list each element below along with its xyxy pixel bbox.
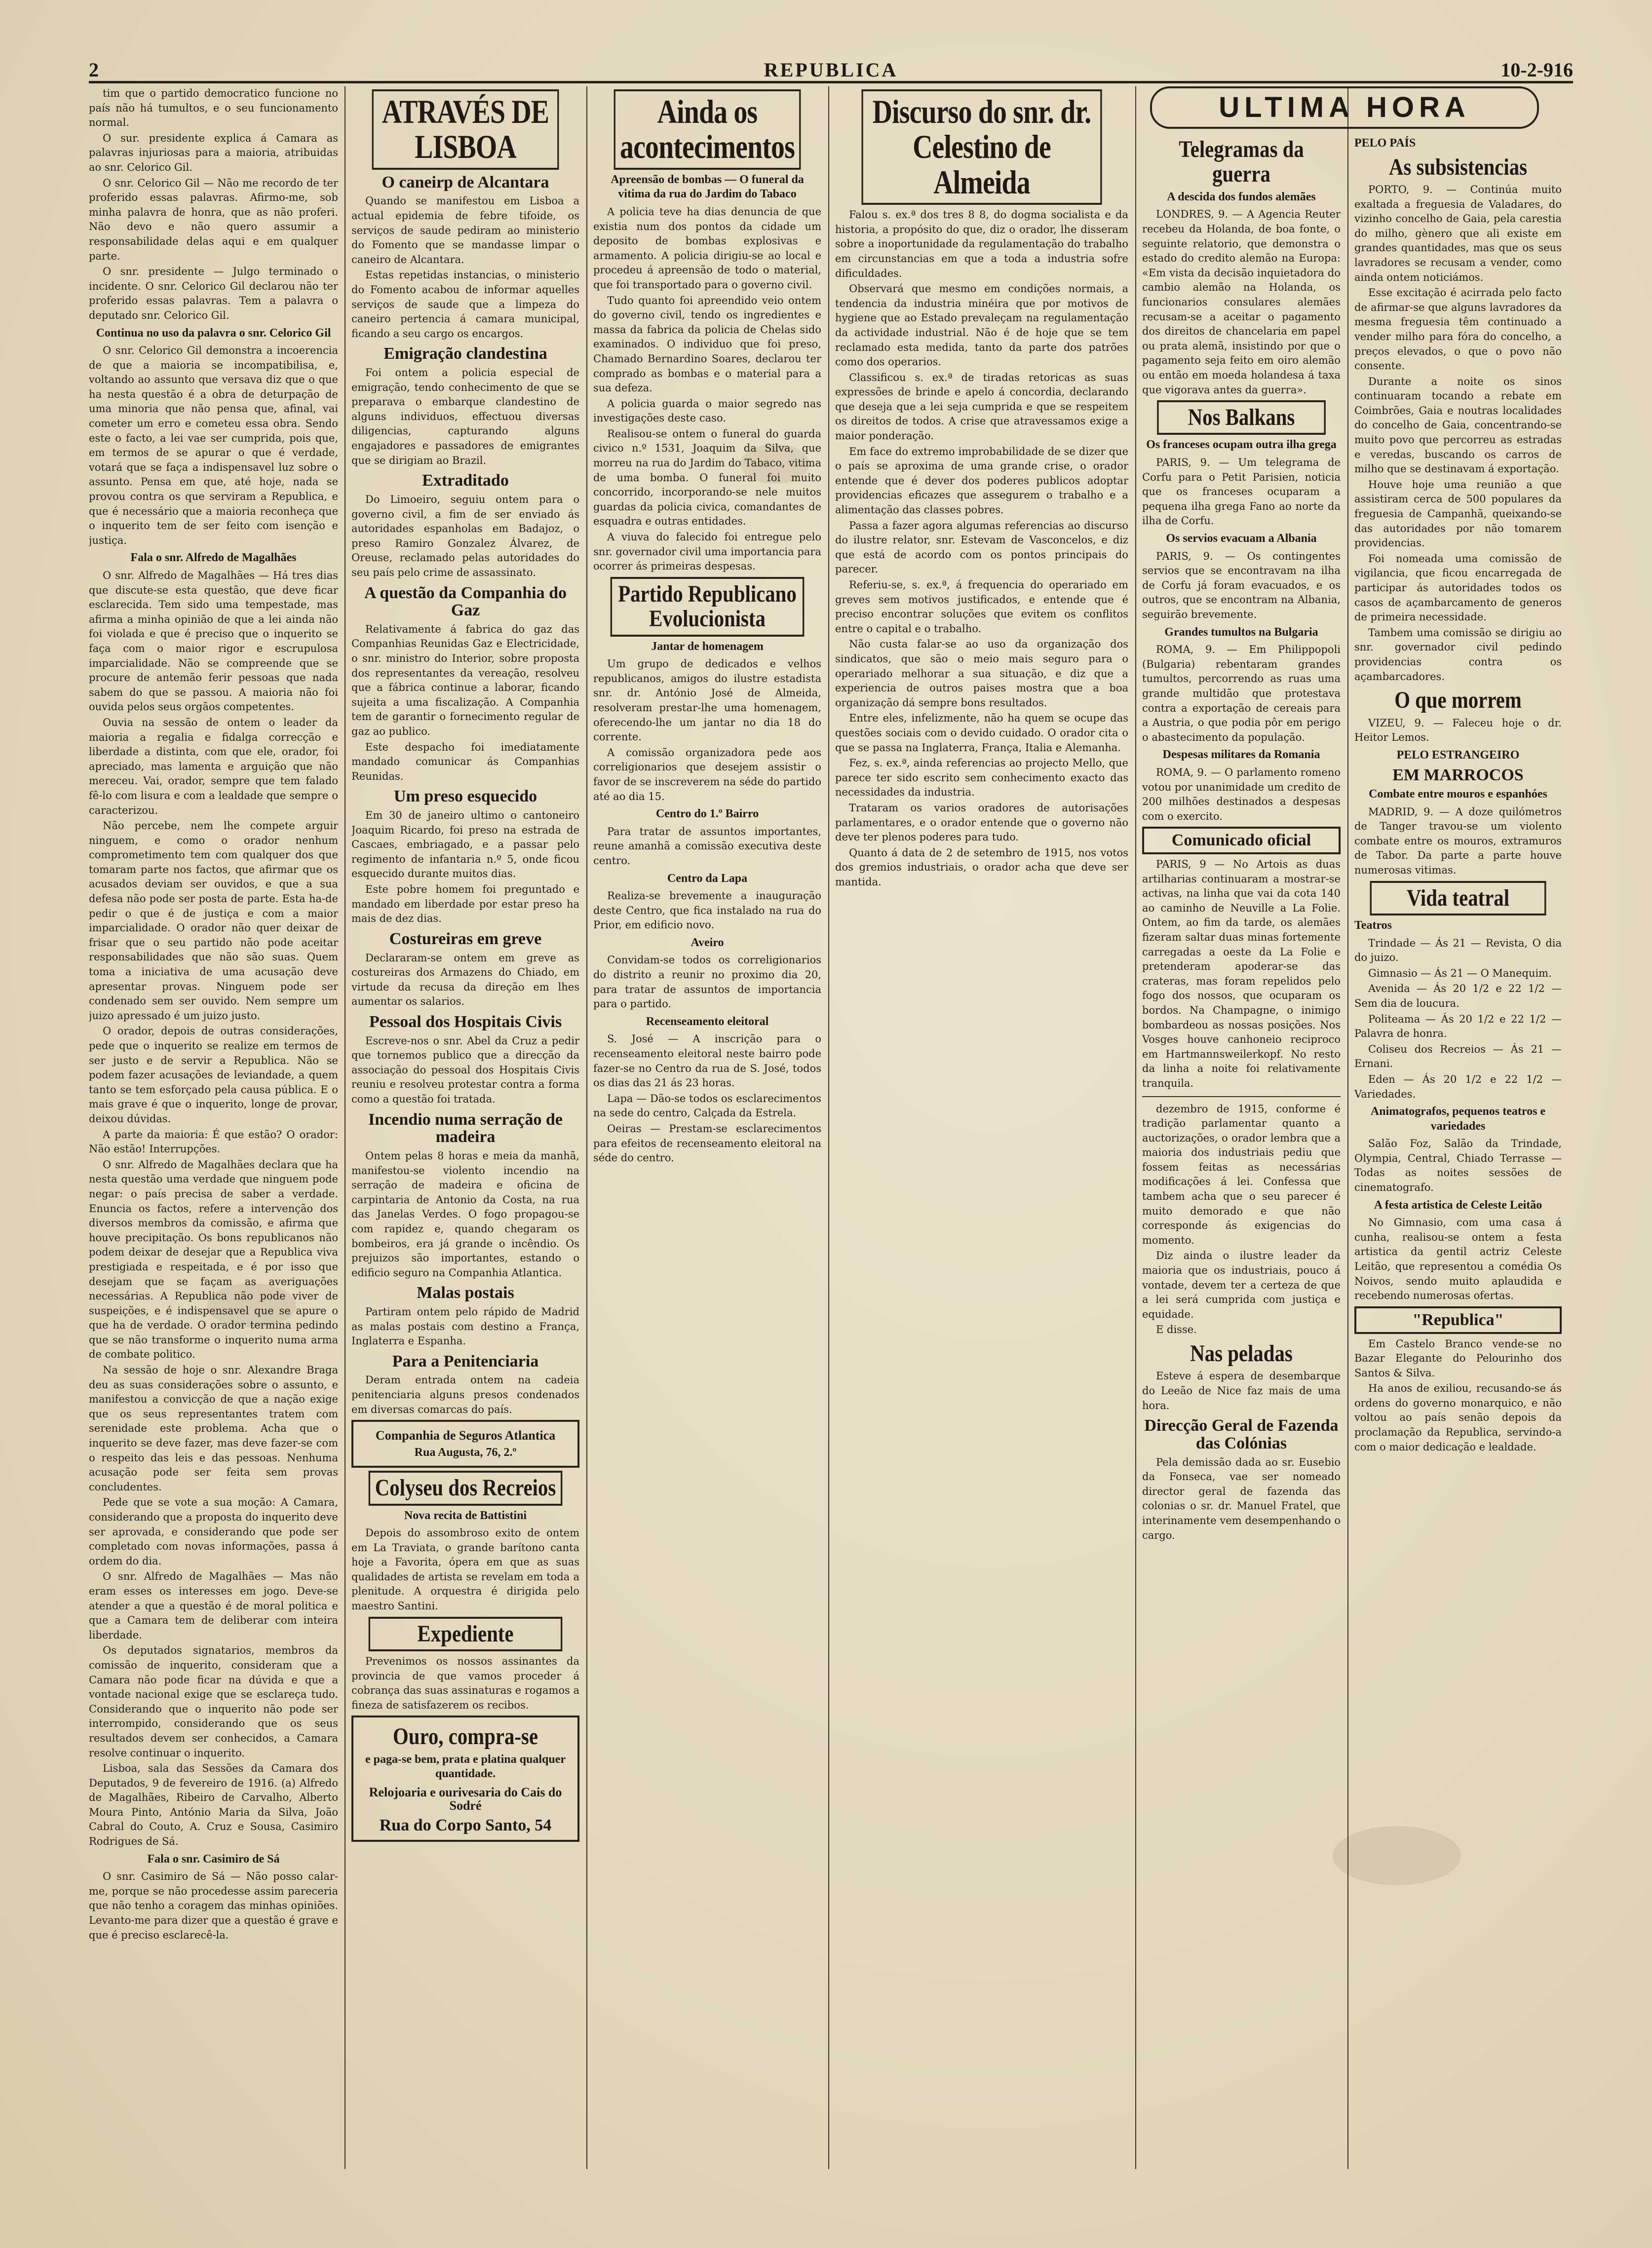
article-headline: Nos Balkans xyxy=(1157,400,1326,435)
listing-line: Eden — Ás 20 1/2 e 22 1/2 — Variedades. xyxy=(1354,1073,1562,1100)
article-paragraph: Observará que mesmo em condições normais, a tendencia da industria minéira que por motivos de hygiene que ao Estado prevaleçam na regulamentação da actividade industrial. Não é de hoje que se tem reclamado esta medida, tanto da parte dos patrões como dos operarios. xyxy=(835,283,1128,368)
article-paragraph: PARIS, 9 — No Artois as duas artilharias continuaram a mostrar-se activas, na linha que vai da cota 140 ao caminho de Neuville a La Folie. Ontem, ao fim da tarde, os alemães fizeram saltar duas minas fortemente carregadas a oeste da La Folie e pretenderam apoderar-se das crateras, mas foram repelidos pelo fogo dos nossos, que ocuparam os bordos. Na Champagne, o inimigo bombardeou as nossas posições. Nos Vosges houve canhoneio reciproco em Hartmannsweilerkopf. No resto da linha a noite foi relativamente tranquila. xyxy=(1142,858,1341,1089)
article-subheadline: Nova recita de Battistini xyxy=(404,1509,527,1522)
listing-line: Avenida — Ás 20 1/2 e 22 1/2 — Sem dia de loucura. xyxy=(1354,983,1562,1009)
column-rule xyxy=(1347,86,1348,2169)
column-latest xyxy=(1142,133,1341,2206)
article-paragraph: Tambem uma comissão se dirigiu ao snr. governador civil pedindo providencias contra os açambarcadores. xyxy=(1354,626,1562,683)
newspaper-ad: "Republica" xyxy=(1354,1306,1562,1334)
article-paragraph: Pede que se vote a sua moção: A Camara, considerando que a proposta do inquerito deve ser aprovada, e considerando que pode ser completado com novas informações, passa á ordem do dia. xyxy=(89,1496,338,1567)
article-paragraph: Esteve á espera de desembarque do Leeão de Nice faz mais de uma hora. xyxy=(1142,1370,1341,1411)
article-headline: Partido Republicano Evolucionista xyxy=(611,577,805,637)
section-title: ATRAVÉS DE LISBOA xyxy=(372,89,559,170)
article-paragraph: Para tratar de assuntos importantes, reune amanhã a comissão executiva deste centro. xyxy=(593,825,821,867)
section-heading: Fala o snr. Casimiro de Sá xyxy=(147,1852,280,1866)
article-headline: A questão da Companhia do Gaz xyxy=(364,583,567,620)
article-paragraph: A comissão organizadora pede aos correligionarios que desejem assistir o favor de se inscreverem na séde do partido até ao dia 15. xyxy=(593,746,821,802)
section-heading: Fala o snr. Alfredo de Magalhães xyxy=(130,551,297,565)
article-paragraph: Realisou-se ontem o funeral do guarda civico n.º 1531, Joaquim da Silva, que morreu na rua do Jardim do Tabaco, vitima de uma bomba. O funeral foi muito concorrido, incorporando-se nele muitos guardas da policia civica, comandantes de esquadra e outras entidades. xyxy=(593,427,821,528)
article-paragraph: No Gimnasio, com uma casa á cunha, realisou-se ontem a festa artistica da gentil actriz Celeste Leitão, que representou a comédia Os Noivos, sendo muito aplaudida e recebendo numerosas ofertas. xyxy=(1354,1217,1562,1302)
article-subheadline: A festa artistica de Celeste Leitão xyxy=(1374,1198,1542,1212)
article-paragraph: PORTO, 9. — Continúa muito exaltada a freguesia de Valadares, do vizinho concelho de Gaia, pela carestia do milho, gènero que ali existe em grandes quantidades, mas que os seus lavradores se recusam a vender, como ainda ontem noticiámos. xyxy=(1354,183,1562,283)
article-subheadline: Centro da Lapa xyxy=(667,872,748,885)
newspaper-title: REPUBLICA xyxy=(764,59,898,81)
article-headline: As subsistencias xyxy=(1388,153,1527,180)
article-paragraph: Em Castelo Branco vende-se no Bazar Elegante do Pelourinho dos Santos & Silva. xyxy=(1354,1337,1562,1379)
article-paragraph: O snr. Alfredo de Magalhães — Há tres dias que discute-se esta questão, que deve ficar esclarecida. Tem sido uma tempestade, mas afirma a minha opinião de que a lei ainda não foi violada e que é preciso que o inquerito se faça com o maior rigor e escrupulosa imparcialidade. Não se compreende que se procure de antemão ferir pessoas que nada sabem do que se passou. A maioria não foi ouvida pelos seus orgãos competentes. xyxy=(89,570,338,713)
article-subheadline: Os franceses ocupam outra ilha grega xyxy=(1146,438,1337,452)
article-paragraph: Passa a fazer agora algumas referencias ao discurso do ilustre relator, snr. Estevam de Vasconcelos, e diz que está de acordo com os pontos principais do parecer. xyxy=(835,519,1128,575)
article-paragraph: ROMA, 9. — O parlamento romeno votou por unanimidade um credito de 200 milhões destinados a despesas com o exercito. xyxy=(1142,766,1341,822)
article-paragraph: Ha anos de exiliou, recusando-se ás ordens do governo monarquico, e não voltou ao país senão depois da proclamação da Republica, servindo-a com o maior dedicação e lealdade. xyxy=(1354,1382,1562,1453)
article-paragraph: Estas repetidas instancias, o ministerio do Fomento acabou de informar aquelles serviços de saude que a limpeza do caneiro pertencia á camara municipal, ficando a seu cargo os encargos. xyxy=(351,269,579,340)
article-paragraph: LONDRES, 9. — A Agencia Reuter recebeu da Holanda, de boa fonte, o seguinte relatorio, que demonstra o estado do credito alemão na Europa: «Em vista da decisão inquietadora do cambio alemão na Holanda, os funcionarios consulares alemães recusam-se a aceitar o pagamento dos direitos de chancelaria em papel ou prata alemã, insistindo por que o pagamento seja feito em oiro alemão ou então em moeda holandesa á taxa que vigorava antes da guerra». xyxy=(1142,208,1341,396)
article-paragraph: tim que o partido democratico funcione no país não há tumultos, e o seu funcionamento normal. xyxy=(89,87,338,129)
article-paragraph: Lisboa, sala das Sessões da Camara dos Deputados, 9 de fevereiro de 1916. (a) Alfredo de Magalhães, Ribeiro de Carvalho, Alberto Moura Pinto, António Maria da Silva, João Cabral do Couto, A. Cruz e Sousa, Casimiro Rodrigues de Sá. xyxy=(89,1762,338,1848)
article-paragraph: O orador, depois de outras considerações, pede que o inquerito se realize em termos de ser justo e de servir a Republica. Não se podem fazer acusações de leviandade, a quem tanto se tem esforçado pela causa pública. E o mais grave é que o inquerito, longe de provar, deixou dúvidas. xyxy=(89,1025,338,1125)
article-subheadline: Apreensão de bombas — O funeral da vitima da rua do Jardim do Tabaco xyxy=(611,173,804,201)
article-paragraph: Escreve-nos o snr. Abel da Cruz a pedir que tornemos publico que a direcção da associação do pessoal dos Hospitais Civis reuniu e resolveu protestar contra a forma como a questão foi tratada. xyxy=(351,1034,579,1105)
article-paragraph: PARIS, 9. — Um telegrama de Corfu para o Petit Parisien, noticia que os franceses ocuparam a pequena ilha grega Fano ao norte da ilha de Corfu. xyxy=(1142,457,1341,527)
article-subheadline: Jantar de homenagem xyxy=(651,640,764,653)
article-paragraph: O snr. Alfredo de Magalhães — Mas não eram esses os interesses em jogo. Deve-se atender a que a questão é de moral politica e que a Camara tem de deliberar com inteira liberdade. xyxy=(89,1570,338,1641)
article-paragraph: Não custa falar-se ao uso da organização dos sindicatos, que são o meio mais seguro para o operariado melhorar a sua situação, e diz que a experiencia de outros paises mostra que a boa organização dá sempre bons resultados. xyxy=(835,638,1128,709)
article-paragraph: Ouvia na sessão de ontem o leader da maioria a regalia e fidalga correcção e liberdade a distinta, com que ele, orador, foi apreciado, mas lamenta e arguição que não mereceu. Vai, orador, sempre que tem falado fê-lo com lisura e com a lealdade que sempre o caracterizou. xyxy=(89,716,338,816)
article-paragraph: A policia teve ha dias denuncia de que existia num dos pontos da cidade um deposito de bombas explosivas e armamento. A policia dirigiu-se ao local e procedeu á apreensão de todo o material, que foi transportado para o governo civil. xyxy=(593,205,821,291)
article-headline: Costureiras em greve xyxy=(389,929,542,948)
article-headline: Incendio numa serração de madeira xyxy=(368,1110,563,1146)
article-paragraph: Houve hoje uma reunião a que assistiram cerca de 500 populares da freguesia de Campanhã, queixando-se das autoridades por não tomarem providencias. xyxy=(1354,478,1562,549)
article-paragraph: Realiza-se brevemente a inauguração deste Centro, que fica instalado na rua do Prior, em edificio novo. xyxy=(593,890,821,931)
section-title: Vida teatral xyxy=(1370,881,1546,915)
article-paragraph: Este despacho foi imediatamente mandado comunicar ás Companhias Reunidas. xyxy=(351,741,579,782)
article-paragraph: ROMA, 9. — Em Philippopoli (Bulgaria) rebentaram grandes tumultos, percorrendo as ruas uma grande multidão que protestava contra a exportação de cereais para a Austria, o que podia pôr em perigo o abastecimento da população. xyxy=(1142,644,1341,743)
column-events xyxy=(593,86,821,2159)
article-paragraph: MADRID, 9. — A doze quilómetros de Tanger travou-se um violento combate entre os mouros, extramuros de Tabor. Da parte a parte houve numerosas vitimas. xyxy=(1354,805,1562,876)
section-label: Animatografos, pequenos teatros e variedades xyxy=(1370,1105,1546,1133)
article-paragraph: Falou s. ex.ª dos tres 8 8, do dogma socialista e da historia, a propósito do que, diz o orador, lhe disseram sobre a inoportunidade da regulamentação do trabalho em circunstancias em que a toda a industria sofre dificuldades. xyxy=(835,209,1128,279)
article-headline: Emigração clandestina xyxy=(384,344,547,363)
article-paragraph: Do Limoeiro, seguiu ontem para o governo civil, a fim de ser enviado ás autoridades espanholas em Badajoz, o preso Ramiro Gonzalez Álvarez, de Oreuse, reclamado pelas autoridades do seu país pelo crime de assassinato. xyxy=(351,493,579,578)
column-lisbon xyxy=(351,86,579,2159)
article-paragraph: Ontem pelas 8 horas e meia da manhã, manifestou-se violento incendio na serração de madeira e oficina de carpintaria de Antonio da Costa, na rua das Janelas Verdes. O fogo propagou-se com rapidez e, quando chegaram os bombeiros, era já grande o incêndio. Os prejuizos são importantes, estando o edificio seguro na Companhia Atlantica. xyxy=(351,1149,579,1279)
article-headline: Malas postais xyxy=(417,1284,514,1302)
section-label: PELO PAÍS xyxy=(1354,137,1416,150)
article-paragraph: Os deputados signatarios, membros da comissão de inquerito, consideram que a Camara não pode ficar na dúvida e que a vontade nacional exige que se esclareça tudo. Considerando que o inquerito não pode ser interrompido, considerando que os seus resultados devem ser conhecidos, a Camara resolve continuar o inquerito. xyxy=(89,1644,338,1759)
column-rule xyxy=(586,86,587,2169)
ad-title: Ouro, compra-se xyxy=(393,1723,538,1750)
article-paragraph: Classificou s. ex.ª de tiradas retoricas as suas expressões de brinde e apelo á concordia, declarando que deseja que a lei seja cumprida e que se respeitem os direitos de todos. A crise que atravessamos exige a maior ponderação. xyxy=(835,371,1128,442)
issue-date: 10-2-916 xyxy=(1500,59,1573,81)
article-paragraph: O snr. Casimiro de Sá — Não posso calar-me, porque se não procedesse assim pareceria que não tenho a coragem das minhas opiniões. Levanto-me para dizer que a questão é grave e que é preciso esclarecê-la. xyxy=(89,1870,338,1941)
article-headline: Para a Penitenciaria xyxy=(392,1352,539,1371)
listing-line: Coliseu dos Recreios — Ás 21 — Ernani. xyxy=(1354,1043,1562,1070)
ad-title: Companhia de Seguros Atlantica xyxy=(375,1428,556,1443)
article-headline: Comunicado oficial xyxy=(1142,827,1341,854)
article-paragraph: Durante a noite os sinos continuaram tocando a rebate em Coimbrões, Gaia e noutras localidades do concelho de Gaia, concentrando-se muito povo que percorreu as estradas e veredas, buscando os carros de milho que se destinavam á exportação. xyxy=(1354,375,1562,475)
article-paragraph: O snr. Celorico Gil — Não me recordo de ter proferido essas palavras. Afirmo-me, sob minha palavra de honra, que as não proferi. Não devo e não quero assumir a responsabilidade delas aqui e em qualquer parte. xyxy=(89,177,338,262)
article-paragraph: Não percebe, nem lhe compete arguir ninguem, e como o orador nenhum comprometimento tem com qualquer dos que tomaram parte nos factos, que afirmar que os acusados deviam ser ouvidos, e que a sua defesa não pode ser posta de parte. Esta ha-de pedir o que é de justiça e com a maior imparcialidade. O orador não quer deixar de frisar que o seu partido não pode aceitar responsabilidades que não são suas. Quem toma a iniciativa de uma acusação deve apresentar provas. Ninguem pode ser condenado sem ser ouvido. Nem sempre um juizo apressado é um juizo justo. xyxy=(89,820,338,1022)
column-speech xyxy=(835,86,1128,2159)
article-paragraph: PARIS, 9. — Os contingentes servios que se encontravam na ilha de Corfu já foram evacuados, e os outros, que se encontram na Albania, seguirão brevemente. xyxy=(1142,550,1341,621)
article-subheadline: Aveiro xyxy=(691,936,724,949)
article-headline: O que morrem xyxy=(1394,687,1522,714)
section-label: PELO ESTRANGEIRO xyxy=(1396,748,1520,762)
article-paragraph: Lapa — Dão-se todos os esclarecimentos na sede do centro, Calçada da Estrela. xyxy=(593,1092,821,1119)
section-title: Discurso do snr. dr. Celestino de Almeida xyxy=(861,89,1102,205)
article-paragraph: Na sessão de hoje o snr. Alexandre Braga deu as suas considerações sobre o assunto, e manifestou a convicção de que a nação exige que os seus representantes tratem com serenidade este problema. Acha que o inquerito se deve fazer, mas deve fazer-se com o respeito das leis e das pessoas. Nenhuma acusação pode ser feita sem provas concludentes. xyxy=(89,1364,338,1493)
article-headline: Direcção Geral de Fazenda das Colónias xyxy=(1144,1416,1339,1452)
article-paragraph: Foi ontem a policia especial de emigração, tendo conhecimento de que se preparava o embarque clandestino de alguns individuos, effectuou diversas diligencias, capturando alguns engajadores e passadores de emigrantes que se dirigiam ao Brazil. xyxy=(351,367,579,466)
masthead xyxy=(89,58,1573,83)
gold-ad xyxy=(351,1715,579,1842)
ad-address: Rua Augusta, 76, 2.º xyxy=(414,1446,517,1459)
article-paragraph: VIZEU, 9. — Faleceu hoje o dr. Heitor Lemos. xyxy=(1354,717,1562,744)
column-country xyxy=(1354,133,1562,2206)
article-paragraph: Diz ainda o ilustre leader da maioria que os industriais, pouco á vontade, devem ter a certeza de que a lei será cumprida com justiça e equidade. xyxy=(1142,1250,1341,1320)
article-paragraph: A viuva do falecido foi entregue pelo snr. governador civil uma importancia para ocorrer ás primeiras despesas. xyxy=(593,531,821,572)
article-subheadline: Centro do 1.º Bairro xyxy=(655,807,759,821)
article-paragraph: O snr. Celorico Gil demonstra a incoerencia de que a maioria se incompatibilisa, e, voltando ao assunto que versava diz que o que ha nesta questão é a obra de deturpação de uma minoria que não pensa que, afinal, vai cometer um erro e cometeu essa obra. Sendo este o facto, a lei vae ser cumprida, pois que, em termos de se apurar o que é verdade, votará que se faça a indispensavel luz sobre o assunto. Pensa em que, até hoje, nada se provou contra os que serviram a Republica, e que é necessário que a maioria reconheça que o inquerito tem de ser feito com isenção e justiça. xyxy=(89,344,338,546)
article-paragraph: Em face do extremo improbabilidade de se dizer que o país se aproxima de uma grande crise, o orador entende que é dever dos poderes publicos adoptar providencias eficazes que assegurem o trabalho e a alimentação das classes pobres. xyxy=(835,445,1128,516)
article-paragraph: Em 30 de janeiro ultimo o cantoneiro Joaquim Ricardo, foi preso na estrada de Cascaes, embriagado, e a passar pelo regimento de infantaria n.º 5, onde ficou esquecido durante muitos dias. xyxy=(351,809,579,880)
article-paragraph: Prevenimos os nossos assinantes da provincia de que vamos proceder á cobrança das suas assinaturas e rogamos a fineza de satisfazerem os recibos. xyxy=(351,1655,579,1711)
article-paragraph: Depois do assombroso exito de ontem em La Traviata, o grande barítono canta hoje a Favorita, ópera em que as suas qualidades de artista se revelam em toda a plenitude. A orquestra é dirigida pelo maestro Santini. xyxy=(351,1527,579,1612)
article-paragraph: A parte da maioria: É que estão? O orador: Não estão! Interrupções. xyxy=(89,1128,338,1155)
article-paragraph: Tudo quanto foi apreendido veio ontem do governo civil, tendo os ingredientes e massa da fabrica da policia de Chelas sido examinados. O individuo que foi preso, Chamado Bernardino Soares, declarou ter comprado as bombas e o material para a sua defeza. xyxy=(593,294,821,394)
section-title: Telegramas da guerra xyxy=(1179,136,1304,188)
article-paragraph: A policia guarda o maior segredo nas investigações deste caso. xyxy=(593,397,821,424)
article-paragraph: Relativamente á fabrica do gaz das Companhias Reunidas Gaz e Electricidade, o snr. ministro do Interior, sobre proposta dos representantes da vereação, resolveu que a fábrica continue a laborar, ficando sujeita a uma fiscalização. A Companhia tem de garantir o fornecimento regular de gaz ao publico. xyxy=(351,623,579,738)
article-subheadline: Grandes tumultos na Bulgaria xyxy=(1164,625,1318,639)
article-paragraph: O sur. presidente explica á Camara as palavras injuriosas para a maioria, atribuidas ao snr. Celorico Gil. xyxy=(89,132,338,173)
section-title: Ainda os acontecimentos xyxy=(614,89,801,170)
article-subheadline: Combate entre mouros e espanhóes xyxy=(1369,788,1547,801)
article-paragraph: S. José — A inscrição para o recenseamento eleitoral neste bairro pode fazer-se no Centro da rua de S. José, todos os dias das 21 ás 23 horas. xyxy=(593,1033,821,1089)
insurance-ad xyxy=(351,1420,579,1468)
article-headline: Expediente xyxy=(369,1617,563,1651)
article-subheadline: Recenseamento eleitoral xyxy=(646,1015,769,1028)
column-rule xyxy=(345,86,346,2169)
article-paragraph: Este pobre homem foi preguntado e mandado em liberdade por estar preso ha mais de dez dias. xyxy=(351,883,579,925)
article-headline: O caneirp de Alcantara xyxy=(382,173,549,191)
article-paragraph: Oeiras — Prestam-se esclarecimentos para efeitos de recenseamento eleitoral na séde do centro. xyxy=(593,1123,821,1164)
article-paragraph: Referiu-se, s. ex.ª, á frequencia do operariado em greves sem motivos justificados, e entende que é preciso encontrar soluções que evitem os conflitos entre o capital e o trabalho. xyxy=(835,579,1128,635)
page-number: 2 xyxy=(89,59,99,81)
article-paragraph: Entre eles, infelizmente, não ha quem se ocupe das questões sociais com o devido cuidado. O orador cita o que se passa na Inglaterra, França, Italia e Alemanha. xyxy=(835,712,1128,754)
article-paragraph: Foi nomeada uma comissão de vigilancia, que ficou encarregada de participar ás autoridades todos os casos de açambarcamento de generos de primeira necessidade. xyxy=(1354,552,1562,623)
article-paragraph: Quando se manifestou em Lisboa a actual epidemia de febre tifoide, os serviços de saude pediram ao ministerio do Fomento que se mandasse limpar o caneiro de Alcantara. xyxy=(351,195,579,266)
article-paragraph: dezembro de 1915, conforme é tradição parlamentar quanto a auctorizações, o orador lembra que a maioria dos industriais pediu que fossem feitas as necessárias modificações á lei. Confessa que tambem acha que o seu parecer é muito demorado e que não corresponde ás exigencias do momento. xyxy=(1142,1103,1341,1246)
article-paragraph: Deram entrada ontem na cadeia penitenciaria alguns presos condenados em diversas comarcas do país. xyxy=(351,1374,579,1415)
article-paragraph: Trataram os varios oradores de autorisações parlamentares, e o orador entende que o governo não deve ter plenos poderes para tudo. xyxy=(835,801,1128,843)
article-paragraph: Quanto á data de 2 de setembro de 1915, nos votos dos gremios industriais, o orador acha que deve ser mantida. xyxy=(835,846,1128,888)
article-subheadline: A descida dos fundos alemães xyxy=(1167,190,1316,203)
listing-line: Politeama — Ás 20 1/2 e 22 1/2 — Palavra de honra. xyxy=(1354,1013,1562,1040)
article-headline: Extraditado xyxy=(422,471,509,490)
article-paragraph: Convidam-se todos os correligionarios do distrito a reunir no proximo dia 20, para tratar de assuntos de importancia para o partido. xyxy=(593,954,821,1010)
ultima-hora-banner: ULTIMA HORA xyxy=(1150,86,1539,129)
article-subheadline: Despesas militares da Romania xyxy=(1162,748,1320,762)
article-paragraph: Esse excitação é acirrada pelo facto de afirmar-se que alguns lavradores da mesma freguesia têm continuado a vender milho para fóra do concelho, a preços elevados, o que o povo não consente. xyxy=(1354,287,1562,372)
article-paragraph: Partiram ontem pelo rápido de Madrid as malas postais com destino a França, Inglaterra e Espanha. xyxy=(351,1305,579,1347)
article-headline: Colyseu dos Recreios xyxy=(369,1471,563,1505)
column-rule xyxy=(828,86,829,2169)
column-rule xyxy=(1135,86,1136,2169)
section-label: Teatros xyxy=(1354,918,1392,932)
ad-shop: Relojoaria e ourivesaria do Cais do Sodré xyxy=(369,1785,562,1813)
article-headline: EM MARROCOS xyxy=(1392,766,1524,785)
article-paragraph: Pela demissão dada ao sr. Eusebio da Fonseca, vae ser nomeado director geral de fazenda das colonias o sr. dr. Manuel Fratel, que interinamente vem desempenhando o cargo. xyxy=(1142,1456,1341,1541)
divider xyxy=(1142,1096,1341,1097)
ad-address: Rua do Corpo Santo, 54 xyxy=(379,1816,552,1834)
listing-line: Gimnasio — Ás 21 — O Manequim. xyxy=(1368,967,1552,979)
article-paragraph: E disse. xyxy=(1156,1324,1197,1336)
section-heading: Continua no uso da palavra o snr. Celorico Gil xyxy=(96,326,331,340)
article-headline: Pessoal dos Hospitais Civis xyxy=(369,1012,562,1031)
article-headline: Nas peladas xyxy=(1190,1340,1293,1367)
article-paragraph: O snr. Alfredo de Magalhães declara que ha nesta questão uma verdade que ninguem pode negar: o país precisa de saber a verdade. Enuncia os factos, refere a intervenção dos diversos membros da comissão, e afirma que houve precipitação. Os bons republicanos não podem deixar de desejar que a Republica viva prestigiada e respeitada, e é por isso que desejam que se façam as averiguações necessárias. A Republica não pode viver de suspeições, e é indispensavel que se apure o que ha de verdade. O orador termina pedindo que se não transforme o inquerito numa arma de combate politico. xyxy=(89,1158,338,1361)
ad-text: e paga-se bem, prata e platina qualquer quantidade. xyxy=(365,1753,566,1781)
column-parliament xyxy=(89,86,338,2159)
article-paragraph: Um grupo de dedicados e velhos republicanos, amigos do ilustre estadista snr. dr. António José de Almeida, resolveram prestar-lhe uma homenagem, oferecendo-lhe um jantar no dia 18 do corrente. xyxy=(593,658,821,743)
article-paragraph: Fez, s. ex.ª, ainda referencias ao projecto Mello, que parece ter sido escrito sem conhecimento exacto das necessidades da industria. xyxy=(835,757,1128,799)
listing-line: Trindade — Ás 21 — Revista, O dia do juizo. xyxy=(1354,937,1562,964)
article-paragraph: Salão Foz, Salão da Trindade, Olympia, Central, Chiado Terrasse — Todas as noites sessões de cinematografo. xyxy=(1354,1138,1562,1194)
article-paragraph: O snr. presidente — Julgo terminado o incidente. O snr. Celorico Gil declarou não ter proferido essas palavras. Tem a palavra o deputado snr. Celorico Gil. xyxy=(89,266,338,321)
article-headline: Um preso esquecido xyxy=(393,787,538,806)
article-subheadline: Os servios evacuam a Albania xyxy=(1166,532,1317,545)
article-paragraph: Declararam-se ontem em greve as costureiras dos Armazens do Chiado, em virtude da recusa da direção em lhes aumentar os salarios. xyxy=(351,952,579,1008)
